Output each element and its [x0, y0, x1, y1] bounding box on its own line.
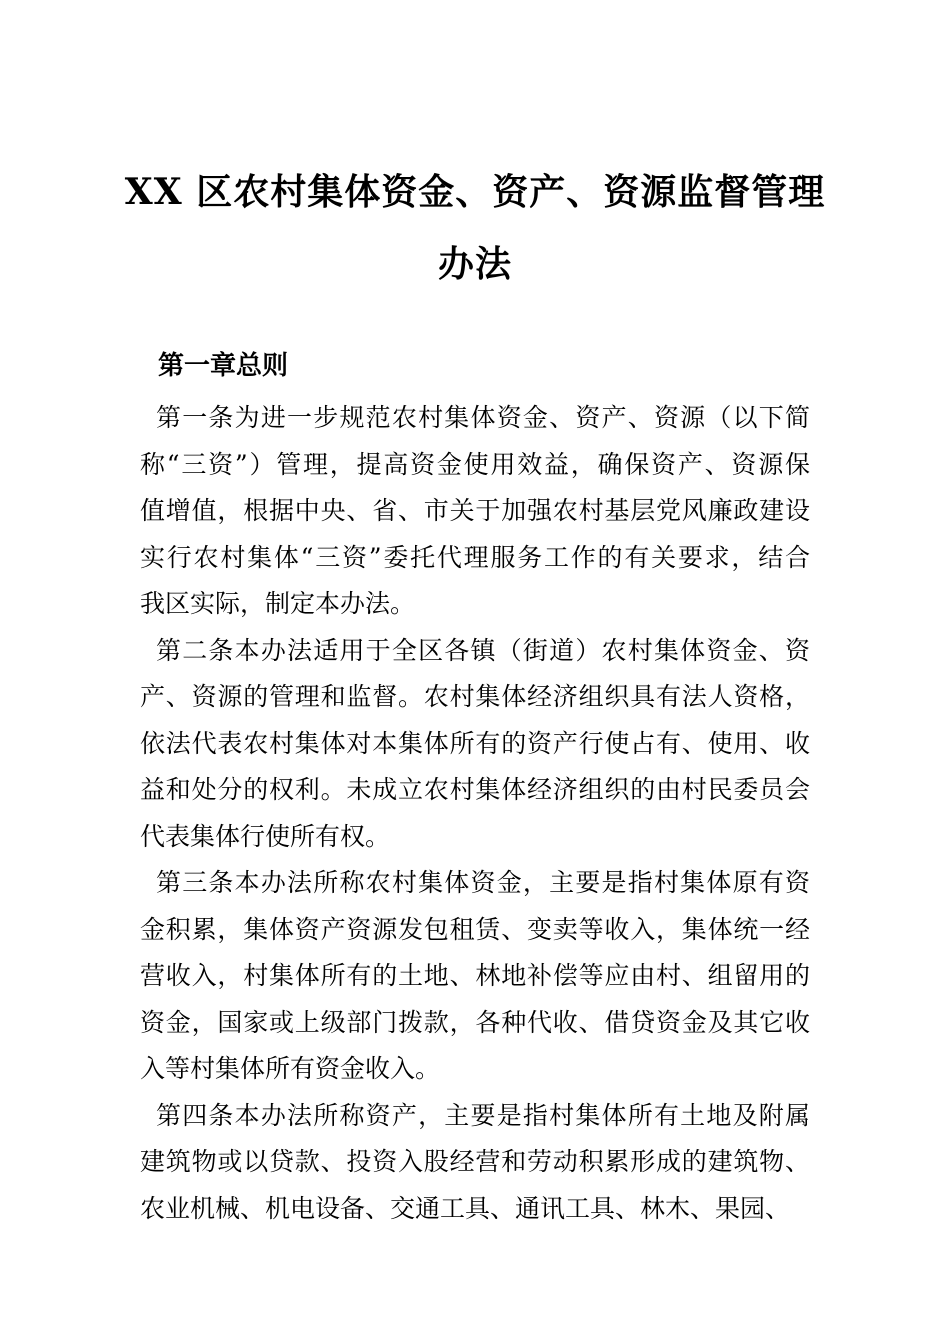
paragraph-line: 金积累，集体资产资源发包租赁、变卖等收入，集体统一经 — [140, 914, 810, 944]
paragraph-line: 称“三资”）管理，提高资金使用效益，确保资产、资源保 — [140, 449, 810, 479]
paragraph — [140, 628, 810, 861]
paragraph-line: 依法代表农村集体对本集体所有的资产行使占有、使用、收 — [140, 728, 810, 758]
paragraph-line: 我区实际，制定本办法。 — [140, 589, 416, 618]
document-body — [140, 395, 810, 1232]
paragraph-line: 第三条本办法所称农村集体资金，主要是指村集体原有资 — [156, 868, 810, 897]
paragraph-line: 第一条为进一步规范农村集体资金、资产、资源（以下简 — [156, 403, 810, 432]
paragraph-line: 益和处分的权利。未成立农村集体经济组织的由村民委员会 — [140, 775, 810, 804]
paragraph-line: 第四条本办法所称资产，主要是指村集体所有土地及附属 — [156, 1100, 810, 1130]
paragraph-line: 值增值，根据中央、省、市关于加强农村基层党风廉政建设 — [140, 496, 810, 525]
paragraph-line: 产、资源的管理和监督。农村集体经济组织具有法人资格， — [140, 682, 810, 711]
paragraph-line: 农业机械、机电设备、交通工具、通讯工具、林木、果园、 — [140, 1193, 791, 1223]
paragraph-line: 实行农村集体“三资”委托代理服务工作的有关要求，结合 — [140, 542, 810, 572]
paragraph — [140, 1093, 810, 1233]
chapter-heading: 第一章总则 — [158, 351, 289, 381]
paragraph-line: 建筑物或以贷款、投资入股经营和劳动积累形成的建筑物、 — [140, 1147, 810, 1176]
paragraph-line: 营收入，村集体所有的土地、林地补偿等应由村、组留用的 — [140, 961, 810, 990]
paragraph — [140, 860, 810, 1093]
paragraph — [140, 395, 810, 628]
paragraph-line: 代表集体行使所有权。 — [140, 821, 391, 851]
document-title — [70, 156, 880, 300]
paragraph-line: 资金，国家或上级部门拨款，各种代收、借贷资金及其它收 — [140, 1007, 810, 1037]
document-title-line-2: 办法 — [437, 243, 512, 285]
document-title-line-1: XX 区农村集体资金、资产、资源监督管理 — [124, 171, 826, 213]
paragraph-line: 入等村集体所有资金收入。 — [140, 1054, 441, 1083]
paragraph-line: 第二条本办法适用于全区各镇（街道）农村集体资金、资 — [156, 635, 810, 665]
